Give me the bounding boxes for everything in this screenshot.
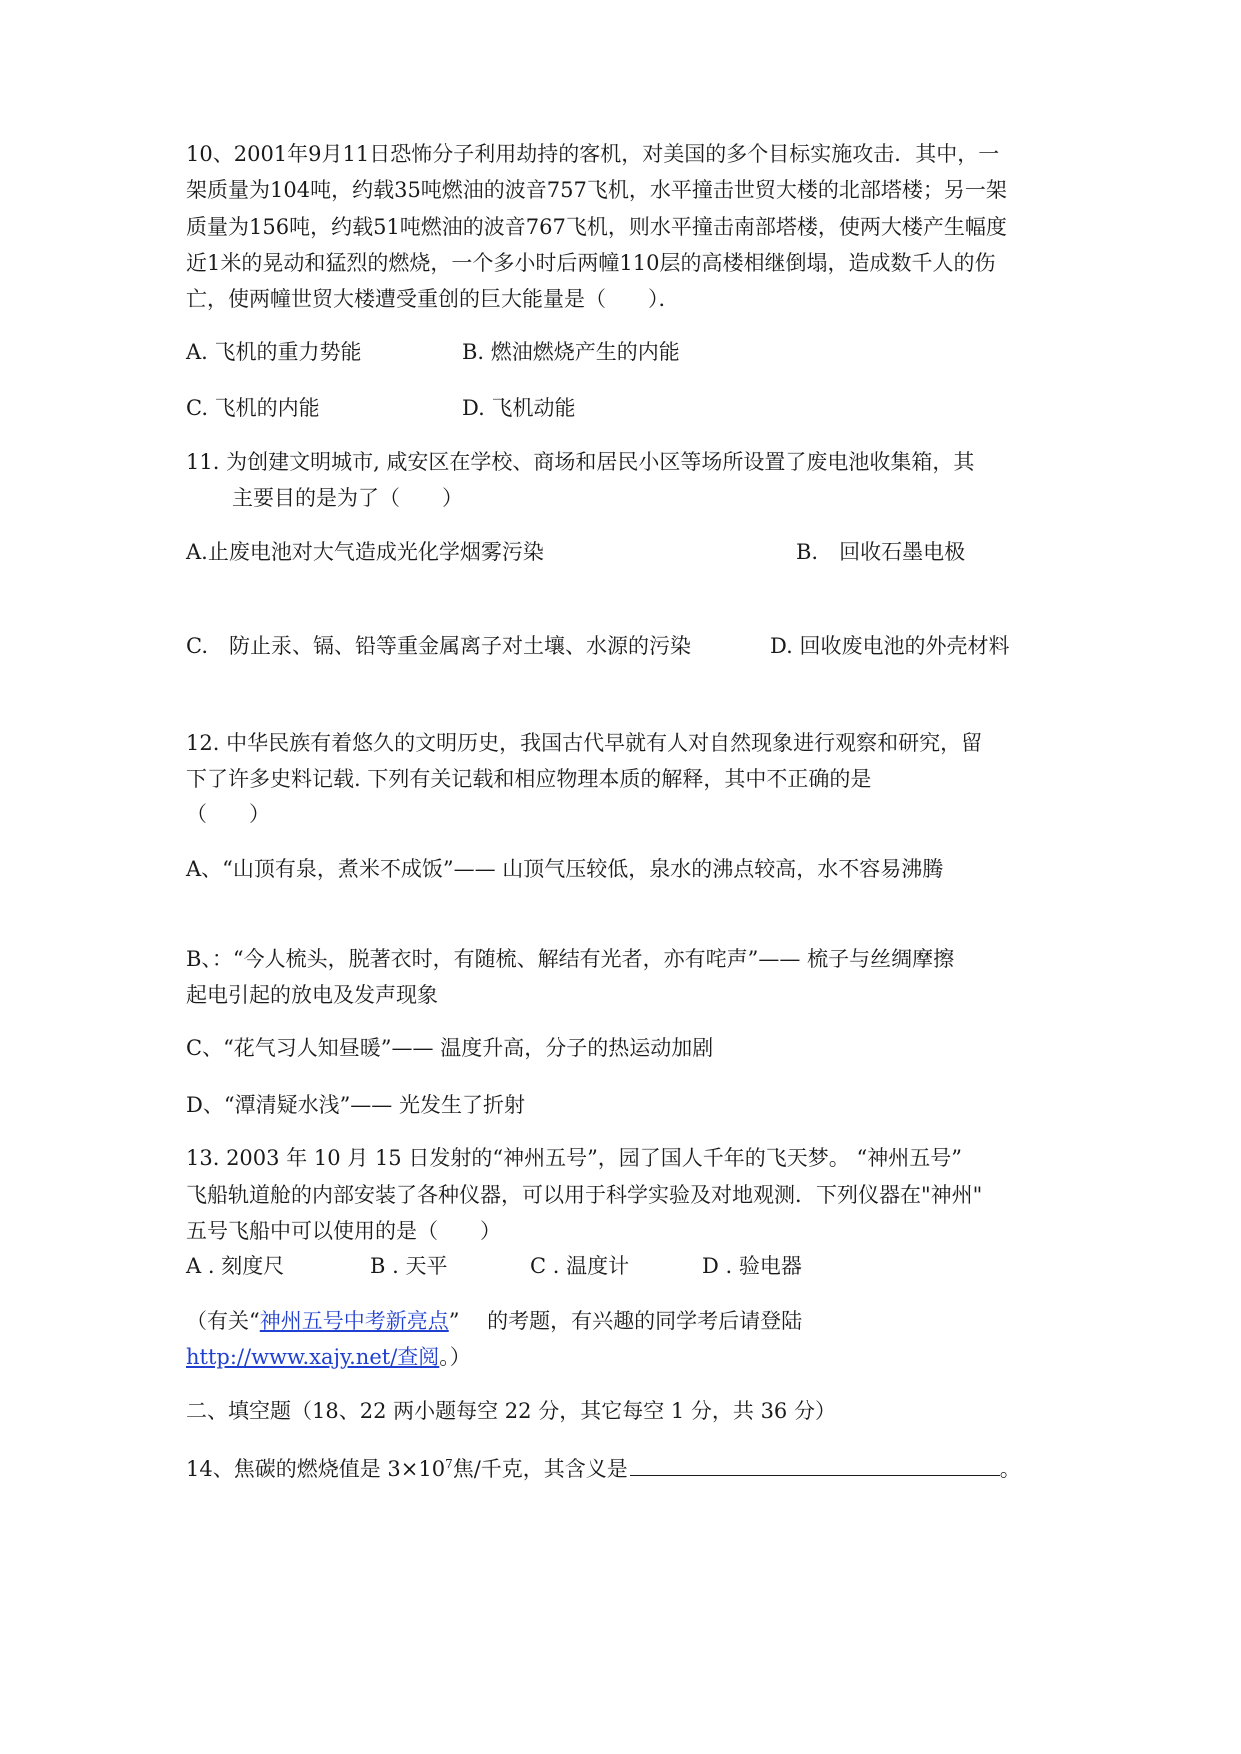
q11-option-d: D. 回收废电池的外壳材料	[770, 634, 1010, 658]
q10-option-a: A. 飞机的重力势能	[186, 340, 362, 364]
q10-line-3: 质量为156吨，约载51吨燃油的波音767飞机，则水平撞击南部塔楼，使两大楼产生幅度	[186, 215, 1007, 239]
q13-option-d: D . 验电器	[702, 1254, 802, 1278]
q11-line-2: 主要目的是为了（ ）	[232, 486, 463, 510]
q12-option-c: C、“花气习人知昼暖”—— 温度升高，分子的热运动加剧	[186, 1036, 714, 1060]
q11-line-1: 11. 为创建文明城市, 咸安区在学校、商场和居民小区等场所设置了废电池收集箱，其	[186, 450, 975, 474]
q14-end: 。	[999, 1457, 1021, 1481]
q11-option-b: B. 回收石墨电极	[796, 540, 966, 564]
q10-line-2: 架质量为104吨，约载35吨燃油的波音757飞机，水平撞击世贸大楼的北部塔楼；另一架	[186, 178, 1007, 202]
note-suffix: 。）	[439, 1345, 471, 1369]
q13-option-b: B . 天平	[370, 1254, 448, 1278]
q13-line-2: 飞船轨道舱的内部安装了各种仪器，可以用于科学实验及对地观测．下列仪器在"神州"	[186, 1183, 983, 1207]
q14-text-after: 焦/千克，其含义是	[452, 1457, 628, 1481]
section-2-heading: 二、填空题（18、22 两小题每空 22 分，其它每空 1 分，共 36 分）	[186, 1399, 836, 1423]
q13-option-c: C . 温度计	[530, 1254, 630, 1278]
q12-line-1: 12. 中华民族有着悠久的文明历史，我国古代早就有人对自然现象进行观察和研究，留	[186, 731, 983, 755]
q12-option-d: D、“潭清疑水浅”—— 光发生了折射	[186, 1093, 525, 1117]
q14-answer-blank[interactable]	[630, 1453, 1000, 1476]
q10-line-4: 近1米的晃动和猛烈的燃烧，一个多小时后两幢110层的高楼相继倒塌，造成数千人的伤	[186, 251, 996, 275]
q13-line-1: 13. 2003 年 10 月 15 日发射的“神州五号”，园了国人千年的飞天梦。 “神州五号”	[186, 1146, 962, 1170]
q10-line-1: 10、2001年9月11日恐怖分子利用劫持的客机，对美国的多个目标实施攻击．其中，一	[186, 142, 1000, 166]
q11-option-c: C. 防止汞、镉、铅等重金属离子对土壤、水源的污染	[186, 634, 691, 658]
q10-line-5: 亡，使两幢世贸大楼遭受重创的巨大能量是（ ）．	[186, 287, 680, 311]
q10-option-b: B. 燃油燃烧产生的内能	[462, 340, 680, 364]
q13-option-a: A . 刻度尺	[186, 1254, 285, 1278]
q12-line-2: 下了许多史料记载. 下列有关记载和相应物理本质的解释，其中不正确的是	[186, 767, 872, 791]
q12-option-b-line-2: 起电引起的放电及发声现象	[186, 983, 438, 1007]
q12-option-b-line-1: B、：“今人梳头，脱著衣时，有随梳、解结有光者，亦有咤声”—— 梳子与丝绸摩擦	[186, 947, 955, 971]
q14-text-before: 14、焦碳的燃烧值是 3×10	[186, 1457, 446, 1481]
q14-line	[186, 1453, 1021, 1482]
q11-option-a: A.止废电池对大气造成光化学烟雾污染	[186, 540, 544, 564]
q10-option-c: C. 飞机的内能	[186, 396, 320, 420]
note-mid: ” 的考题，有兴趣的同学考后请登陆	[448, 1309, 803, 1333]
note-line-2	[186, 1344, 471, 1370]
q12-line-3: （ ）	[186, 802, 270, 826]
note-prefix: （有关“	[186, 1309, 260, 1333]
note-line-1	[186, 1308, 802, 1334]
q13-line-3: 五号飞船中可以使用的是（ ）	[186, 1219, 501, 1243]
q12-option-a: A、“山顶有泉，煮米不成饭”—— 山顶气压较低，泉水的沸点较高，水不容易沸腾	[186, 857, 944, 881]
q14-exponent: 7	[445, 1457, 453, 1471]
q10-option-d: D. 飞机动能	[462, 396, 576, 420]
xajy-url-link[interactable]: http://www.xajy.net/查阅	[186, 1345, 440, 1369]
shenzhou-five-link[interactable]: 神州五号中考新亮点	[259, 1309, 449, 1333]
